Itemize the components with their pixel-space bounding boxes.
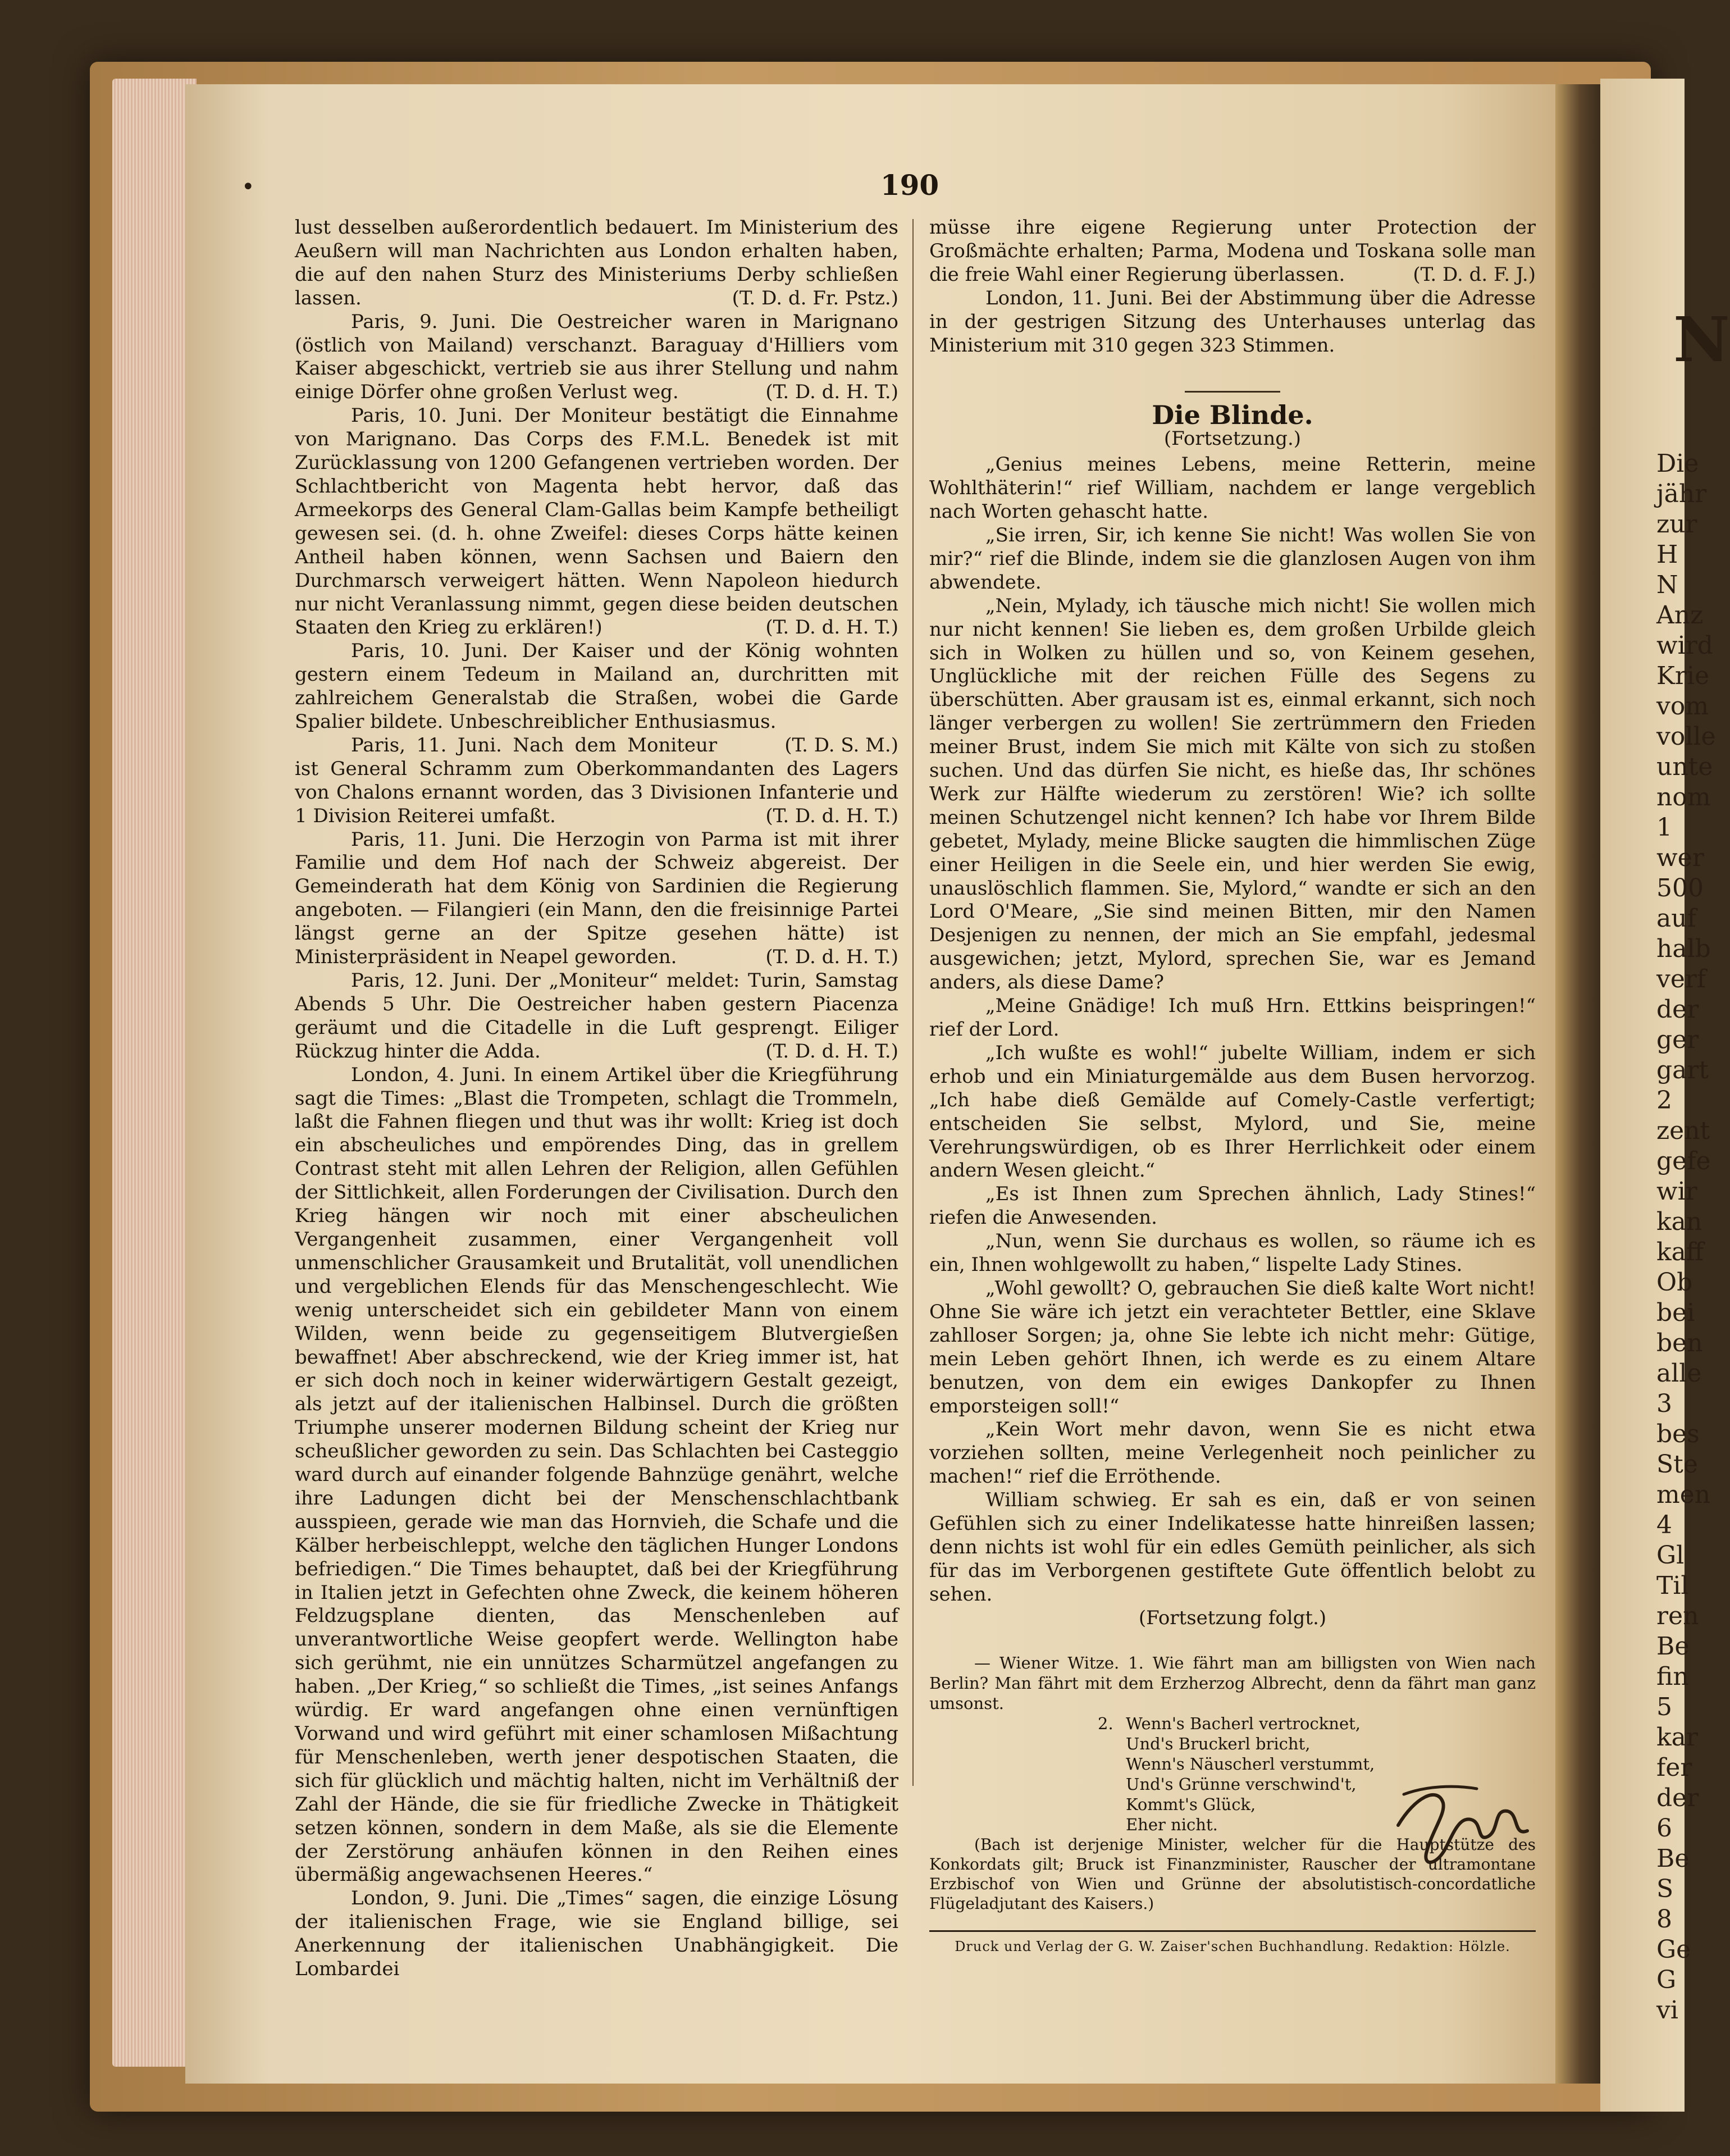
news-source: (T. D. d. F. J.) bbox=[1413, 263, 1536, 286]
page-edges bbox=[112, 79, 197, 2067]
news-paragraph bbox=[295, 311, 898, 405]
next-page-fragment: 4 bbox=[1656, 1511, 1672, 1539]
news-source: (T. D. d. H. T.) bbox=[765, 804, 898, 827]
next-page-fragment: gefe bbox=[1656, 1147, 1711, 1175]
story-paragraph: „Es ist Ihnen zum Sprechen ähnlich, Lady Stines!“ riefen die Anwesenden. bbox=[929, 1183, 1536, 1229]
poem-line: 2. Wenn's Bacherl vertrocknet, bbox=[1098, 1713, 1361, 1733]
next-page-fragment: 8 bbox=[1656, 1905, 1672, 1934]
next-page-fragment: unte bbox=[1656, 753, 1713, 781]
next-page-fragment: 3 bbox=[1656, 1389, 1672, 1418]
news-paragraph bbox=[295, 969, 898, 1064]
book-gutter bbox=[1555, 84, 1600, 2084]
news-paragraph bbox=[295, 828, 898, 969]
next-page-fragment: wer bbox=[1656, 844, 1704, 872]
news-text: Paris, 11. Juni. Nach dem Moniteur ist General Schramm zum Oberkommandanten des Lagers von Chalons ernannt worden, das 3 Divisionen Infanterie und 1 Division Reiterei umfaßt. bbox=[295, 733, 898, 827]
next-page-fragment: Be bbox=[1656, 1632, 1690, 1661]
next-page-fragment: ren bbox=[1656, 1602, 1699, 1630]
next-page-fragment: wir bbox=[1656, 1177, 1697, 1206]
next-page-fragment: zur bbox=[1656, 510, 1697, 539]
next-page-fragment: 5 bbox=[1656, 1693, 1672, 1721]
joke-first: — Wiener Witze. 1. Wie fährt man am billigsten von Wien nach Berlin? Man fährt mit dem Erzherzog Albrecht, denn da fährt man ganz umsonst. bbox=[929, 1653, 1536, 1713]
next-page-edge bbox=[1600, 79, 1730, 2112]
next-page-fragment: H bbox=[1656, 540, 1678, 569]
next-page-fragment: Ob bbox=[1656, 1268, 1693, 1297]
next-page-fragment: Ge bbox=[1656, 1935, 1691, 1964]
news-text: Paris, 11. Juni. Die Herzogin von Parma ist mit ihrer Familie und dem Hof nach der Schweiz abgereist. Der Gemeinderath hat dem König von Sardinien die Regierung angeboten. — Filangieri (ein Mann, den die freisinnige Partei längst gerne an der Spitze gesehen hätte) ist Ministerpräsident in Neapel geworden. bbox=[295, 828, 898, 969]
imprint-rule bbox=[929, 1930, 1536, 1932]
news-paragraph bbox=[929, 216, 1536, 287]
next-page-fragment: Gl bbox=[1656, 1541, 1685, 1570]
news-text: Paris, 10. Juni. Der Kaiser und der König wohnten gestern einem Tedeum in Mailand an, durchritten mit zahlreichem Generalstab die Straßen, wobei die Garde Spalier bildete. Unbeschreiblicher Enthusiasmus. bbox=[295, 640, 898, 733]
news-source: (T. D. d. H. T.) bbox=[765, 1040, 898, 1063]
next-page-fragment: ger bbox=[1656, 1025, 1699, 1054]
story-paragraph: „Sie irren, Sir, ich kenne Sie nicht! Was wollen Sie von mir?“ rief die Blinde, indem sie die glanzlosen Augen von ihm abwendete. bbox=[929, 523, 1536, 594]
news-text: Paris, 9. Juni. Die Oestreicher waren in Marignano (östlich von Mailand) verschanzt. Baraguay d'Hilliers vom Kaiser abgeschickt, vertrieb sie aus ihrer Stellung und nahm einige Dörfer ohne großen Verlust weg. bbox=[295, 310, 898, 404]
story-title: Die Blinde. bbox=[1152, 400, 1313, 431]
next-page-fragment: kar bbox=[1656, 1723, 1698, 1752]
poem-line: Kommt's Glück, bbox=[1126, 1794, 1256, 1814]
next-page-fragment: gart bbox=[1656, 1056, 1709, 1084]
next-page-fragment: bei bbox=[1656, 1298, 1695, 1327]
handwritten-signature bbox=[1393, 1763, 1539, 1876]
news-text: lust desselben außerordentlich bedauert. Im Ministerium des Aeußern will man Nachrichten aus London erhalten haben, die auf den nahen Sturz des Ministeriums Derby schließen lassen. bbox=[295, 216, 898, 309]
news-paragraph bbox=[295, 1064, 898, 1888]
next-page-fragment: jähr bbox=[1656, 480, 1707, 508]
poem-line: Eher nicht. bbox=[1126, 1815, 1218, 1834]
next-page-fragment: Anz bbox=[1656, 601, 1704, 630]
news-paragraph bbox=[929, 287, 1536, 358]
left-column bbox=[295, 216, 898, 1981]
joke-note: (Bach ist derjenige Minister, welcher für die Hauptstütze des Konkordats gilt; Bruck ist Finanzminister, Rauscher der ultramontane Erzbischof von Wien und Grünne der absolutistisch-concordatliche Flügeladjutant des Kaisers.) bbox=[929, 1835, 1536, 1913]
right-column bbox=[929, 216, 1536, 1958]
page-number: 190 bbox=[880, 168, 939, 202]
next-page-fragment: kaff bbox=[1656, 1238, 1704, 1266]
next-page-fragment: fin bbox=[1656, 1662, 1689, 1691]
margin-dot: • bbox=[241, 174, 255, 200]
poem-line: Und's Bruckerl bricht, bbox=[1126, 1734, 1311, 1753]
next-page-fragment: N bbox=[1656, 571, 1678, 599]
imprint: Druck und Verlag der G. W. Zaiser'schen Buchhandlung. Redaktion: Hölzle. bbox=[955, 1938, 1510, 1954]
next-page-fragment: kan bbox=[1656, 1207, 1702, 1236]
poem-number: 2. bbox=[1098, 1713, 1113, 1733]
story-paragraph: „Nun, wenn Sie durchaus es wollen, so räume ich es ein, Ihnen wohlgewollt zu haben,“ lispelte Lady Stines. bbox=[929, 1230, 1536, 1277]
next-page-fragment: ben bbox=[1656, 1329, 1703, 1357]
next-page-fragment: halb bbox=[1656, 935, 1711, 963]
next-page-fragment: 500 bbox=[1656, 874, 1704, 902]
next-page-fragment: Ste bbox=[1656, 1450, 1698, 1479]
news-source: (T. D. S. M.) bbox=[784, 733, 898, 756]
next-page-fragment: der bbox=[1656, 1784, 1699, 1812]
column-divider bbox=[912, 219, 914, 1786]
next-page-fragment: men bbox=[1656, 1480, 1711, 1509]
story-paragraph: William schwieg. Er sah es ein, daß er von seinen Gefühlen sich zu einer Indelikatesse hatte hinreißen lassen; denn nichts ist wohl für ein edles Gemüth peinlicher, als sich für das im Verborgenen gestiftete Gute öffentlich belobt zu sehen. bbox=[929, 1489, 1536, 1606]
news-text: London, 11. Juni. Bei der Abstimmung über die Adresse in der gestrigen Sitzung des Unterhauses unterlag das Ministerium mit 310 gegen 323 Stimmen. bbox=[929, 286, 1536, 357]
next-page-fragment: vi bbox=[1656, 1996, 1678, 2025]
poem-line: Wenn's Näuscherl verstummt, bbox=[1126, 1754, 1375, 1774]
story-paragraph: „Ich wußte es wohl!“ jubelte William, indem er sich erhob und ein Miniaturgemälde aus dem Busen hervorzog. „Ich habe dieß Gemälde auf Comely-Castle verfertigt; entscheiden Sie selbst, Mylord, und Sie, meine Verehrungswürdigen, ob es Ihrer Herrlichkeit oder einem andern Wesen gleicht.“ bbox=[929, 1041, 1536, 1182]
news-text: Paris, 12. Juni. Der „Moniteur“ meldet: Turin, Samstag Abends 5 Uhr. Die Oestreicher haben gestern Piacenza geräumt und die Citadelle in die Luft gesprengt. Eiliger Rückzug hinter die Adda. bbox=[295, 969, 898, 1063]
next-page-fragment: 1 bbox=[1656, 813, 1672, 842]
next-page-fragment: volle bbox=[1656, 722, 1716, 751]
news-source: (T. D. d. Fr. Pstz.) bbox=[732, 286, 898, 309]
next-page-fragment: 6 bbox=[1656, 1814, 1672, 1843]
story-paragraph: „Nein, Mylady, ich täusche mich nicht! Sie wollen mich nur nicht kennen! Sie lieben es, dem großen Urbilde gleich sich in Wolken zu hüllen und so, von Keinem gesehen, Unglückliche mit der reichen Fülle des Segens zu überschütten. Aber grausam ist es, einmal erkannt, sich noch länger verbergen zu wollen! Sie zertrümmern den Frieden meiner Brust, indem Sie mich mit Kälte von sich zu stoßen suchen. Und das dürfen Sie nicht, es hieße das, Ihr schönes Werk zur Hälfte wiederum zu zerstören! Wie? ich sollte meinen Schutzengel nicht kennen? Ich habe vor Ihrem Bilde gebetet, Mylady, meine Blicke saugten die himmlischen Züge einer Heiligen in die Seele ein, und hier werden Sie ewig, unauslöschlich flammen. Sie, Mylord,“ wandte er sich an den Lord O'Meare, „Sie sind meinen Bitten, mir den Namen Desjenigen zu nennen, der mich an Sie empfahl, jedesmal ausgewichen; jetzt, Mylord, sprechen Sie, war es Jemand anders, als diese Dame? bbox=[929, 594, 1536, 994]
story-paragraph: „Genius meines Lebens, meine Retterin, meine Wohlthäterin!“ rief William, nachdem er lange vergeblich nach Worten gehascht hatte. bbox=[929, 453, 1536, 523]
news-source: (T. D. d. H. T.) bbox=[765, 616, 898, 639]
next-page-fragment: fer bbox=[1656, 1753, 1692, 1782]
next-page-fragment: bes bbox=[1656, 1420, 1700, 1448]
next-page-fragment: G bbox=[1656, 1966, 1677, 1994]
news-source: (T. D. d. H. T.) bbox=[765, 381, 898, 404]
story-body bbox=[929, 453, 1536, 1606]
news-paragraph bbox=[295, 404, 898, 640]
right-column-news bbox=[929, 216, 1536, 357]
next-page-fragment: 2 bbox=[1656, 1086, 1672, 1115]
next-page-fragment: wird bbox=[1656, 631, 1713, 660]
poem-line: Und's Grünne verschwind't, bbox=[1126, 1774, 1357, 1794]
news-paragraph bbox=[295, 216, 898, 311]
story-paragraph: „Kein Wort mehr davon, wenn Sie es nicht etwa vorziehen sollten, meine Verlegenheit noch peinlicher zu machen!“ rief die Erröthende. bbox=[929, 1418, 1536, 1488]
next-page-fragment: verf bbox=[1656, 965, 1706, 993]
next-page-fragment: nom bbox=[1656, 783, 1711, 812]
next-page-fragment: alle bbox=[1656, 1359, 1702, 1388]
story-paragraph: „Meine Gnädige! Ich muß Hrn. Ettkins beispringen!“ rief der Lord. bbox=[929, 995, 1536, 1041]
news-source: (T. D. d. H. T.) bbox=[765, 946, 898, 969]
news-text: London, 4. Juni. In einem Artikel über die Kriegführung sagt die Times: „Blast die Trompeten, schlagt die Trommeln, laßt die Fahnen fliegen und thut was ihr wollt: Krieg ist doch ein abscheuliches und empörendes Ding, das in grellem Contrast steht mit allen Lehren der Religion, allen Gefühlen der Sittlichkeit, allen Forderungen der Civilisation. Durch den Krieg hängen wir noch mit einer abscheulichen Vergangenheit zusammen, einer Vergangenheit voll unmenschlicher Grausamkeit und Brutalität, voll unendlichen und vergeblichen Elends für das Menschengeschlecht. Wie wenig unterscheidet sich ein gebildeter Mann von einem Wilden, wenn beide zu gegenseitigem Blutvergießen bewaffnet! Aber abschreckend, wie der Krieg immer ist, hat er sich doch noch in keiner widerwärtigern Gestalt gezeigt, als jetzt auf der italienischen Halbinsel. Durch die größten Triumphe unserer modernen Bildung scheint der Krieg nur scheußlicher geworden zu sein. Das Schlachten bei Casteggio ward durch auf einander folgende Bahnzüge genährt, welche ihre Ladungen dicht bei der Menschenschlachtbank ausspieen, gerade wie man das Hornvieh, die Schafe und die Kälber herbeischleppt, welche den täglichen Hunger Londons befriedigen.“ Die Times behauptet, daß bei der Kriegführung in Italien jetzt in Gefechten ohne Zweck, die keinem höheren Feldzugsplane dienten, das Menschenleben auf unverantwortliche Weise geopfert werde. Wellington habe sich gerühmt, nie ein unnützes Scharmützel angefangen zu haben. „Der Krieg,“ so schließt die Times, „ist seines Anfangs würdig. Er ward angefangen ohne einen vernünftigen Vorwand und wird geführt mit einer schamlosen Mißachtung für Menschenleben, werth jener despotischen Staaten, die sich für glücklich und mächtig halten, nicht im Verhältniß der Zahl der Hände, die sie für friedliche Zwecke in Thätigkeit setzen können, sondern in dem Maße, als sie die Elemente der Zerstörung anhäufen können in den Reihen eines übermäßig angewachsenen Heeres.“ bbox=[295, 1063, 898, 1886]
story-continuation: (Fortsetzung folgt.) bbox=[1138, 1606, 1327, 1629]
story-paragraph: „Wohl gewollt? O, gebrauchen Sie dieß kalte Wort nicht! Ohne Sie wäre ich jetzt ein verachteter Bettler, eine Sklave zahlloser Sorgen; ja, ohne Sie lebte ich nicht mehr: Gütige, mein Leben gehört Ihnen, ich werde es zu einem Altare benutzen, von dem ein ewiges Dankopfer zu Ihnen emporsteigen soll!“ bbox=[929, 1277, 1536, 1417]
news-text: müsse ihre eigene Regierung unter Protection der Großmächte erhalten; Parma, Modena und Toskana solle man die freie Wahl einer Regierung überlassen. bbox=[929, 216, 1536, 286]
news-text: Paris, 10. Juni. Der Moniteur bestätigt die Einnahme von Marignano. Das Corps des F.M.L. Benedek ist mit Zurücklassung von 1200 Gefangenen vertrieben worden. Der Schlachtbericht von Magenta hebt hervor, daß das Armeekorps des General Clam-Gallas beim Kampfe betheiligt gewesen sei. (d. h. ohne Zweifel: dieses Corps hätte keinen Antheil haben können, wenn Sachsen und Baiern den Durchmarsch verweigert hätten. Wenn Napoleon hiedurch nur nicht Veranlassung nimmt, gegen diese beiden deutschen Staaten den Krieg zu erklären!) bbox=[295, 404, 898, 639]
news-paragraph bbox=[295, 1887, 898, 1981]
next-page-fragment: S bbox=[1656, 1875, 1674, 1903]
next-page-fragment: zent bbox=[1656, 1116, 1710, 1145]
next-page-fragment: Be bbox=[1656, 1844, 1690, 1873]
next-page-fragment: vom bbox=[1656, 692, 1709, 721]
story-subtitle: (Fortsetzung.) bbox=[1163, 427, 1302, 450]
next-page-fragment: der bbox=[1656, 995, 1699, 1024]
news-paragraph bbox=[295, 640, 898, 756]
next-page-fragment: auf bbox=[1656, 904, 1696, 933]
next-page-fragment: Die bbox=[1656, 449, 1699, 478]
section-divider bbox=[1185, 391, 1280, 393]
news-text: London, 9. Juni. Die „Times“ sagen, die einzige Lösung der italienischen Frage, wie sie England billige, sei Anerkennung der italienischen Unabhängigkeit. Die Lombardei bbox=[295, 1887, 898, 1981]
next-page-fragment: Til bbox=[1656, 1571, 1689, 1600]
next-page-header-letter: N bbox=[1673, 303, 1730, 376]
next-page-fragment: Krie bbox=[1656, 662, 1710, 690]
